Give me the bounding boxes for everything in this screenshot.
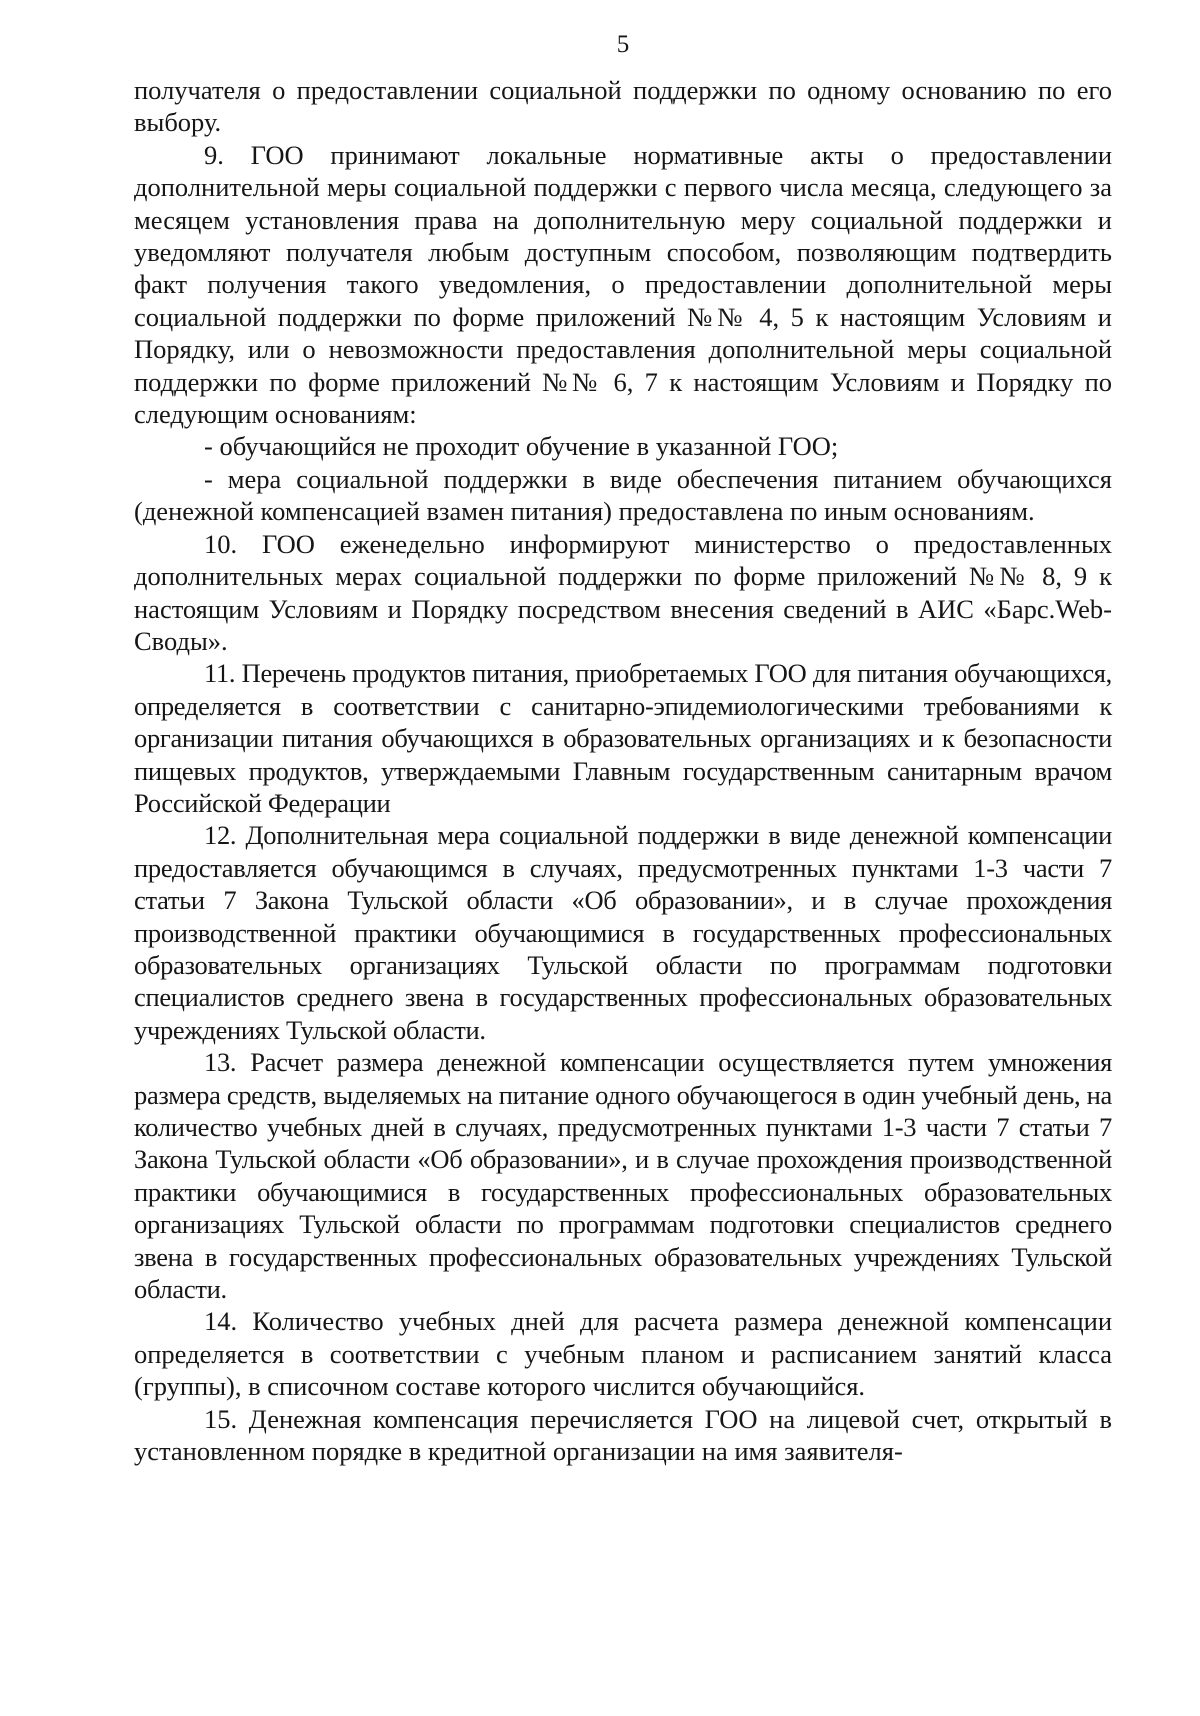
- paragraph-12: 12. Дополнительная мера социальной поддержки в виде денежной компенсации предоставляется обучающимся в случаях, предусмотренных пунктами 1-3 части 7 статьи 7 Закона Тульской области «Об образовании», и в случае прохождения производственной практики обучающимися в государственных профессиональных образовательных организациях Тульской области по программам подготовки специалистов среднего звена в государственных профессиональных образовательных учреждениях Тульской области.: [134, 820, 1112, 1045]
- document-body: [134, 74, 1112, 1467]
- paragraph-9: 9. ГОО принимают локальные нормативные акты о предоставлении дополнительной меры социальной поддержки с первого числа месяца, следующего за месяцем установления права на дополнительную меру социальной поддержки и уведомляют получателя любым доступным способом, позволяющим подтвердить факт получения такого уведомления, о предоставлении дополнительной меры социальной поддержки по форме приложений №№ 4, 5 к настоящим Условиям и Порядку, или о невозможности предоставления дополнительной меры социальной поддержки по форме приложений №№ 6, 7 к настоящим Условиям и Порядку по следующим основаниям:: [134, 139, 1112, 430]
- page-number: 5: [616, 31, 630, 58]
- list-item-reason-2: - мера социальной поддержки в виде обеспечения питанием обучающихся (денежной компенсацией взамен питания) предоставлена по иным основаниям.: [134, 463, 1112, 527]
- paragraph-14: 14. Количество учебных дней для расчета размера денежной компенсации определяется в соответствии с учебным планом и расписанием занятий класса (группы), в списочном составе которого числится обучающийся.: [134, 1306, 1112, 1402]
- paragraph-11: 11. Перечень продуктов питания, приобретаемых ГОО для питания обучающихся, определяется в соответствии с санитарно-эпидемиологическими требованиями к организации питания обучающихся в образовательных организациях и к безопасности пищевых продуктов, утверждаемыми Главным государственным санитарным врачом Российской Федерации: [134, 658, 1112, 818]
- paragraph-13: 13. Расчет размера денежной компенсации осуществляется путем умножения размера средств, выделяемых на питание одного обучающегося в один учебный день, на количество учебных дней в случаях, предусмотренных пунктами 1-3 части 7 статьи 7 Закона Тульской области «Об образовании», и в случае прохождения производственной практики обучающимися в государственных профессиональных образовательных организациях Тульской области по программам подготовки специалистов среднего звена в государственных профессиональных образовательных учреждениях Тульской области.: [134, 1047, 1112, 1305]
- paragraph-15: 15. Денежная компенсация перечисляется ГОО на лицевой счет, открытый в установленном порядке в кредитной организации на имя заявителя-: [134, 1403, 1112, 1467]
- paragraph-10: 10. ГОО еженедельно информируют министерство о предоставленных дополнительных мерах социальной поддержки по форме приложений №№ 8, 9 к настоящим Условиям и Порядку посредством внесения сведений в АИС «Барс.Web-Своды».: [134, 528, 1112, 656]
- paragraph-continuation: получателя о предоставлении социальной поддержки по одному основанию по его выбору.: [134, 75, 1112, 138]
- list-item-reason-1: - обучающийся не проходит обучение в указанной ГОО;: [204, 431, 839, 462]
